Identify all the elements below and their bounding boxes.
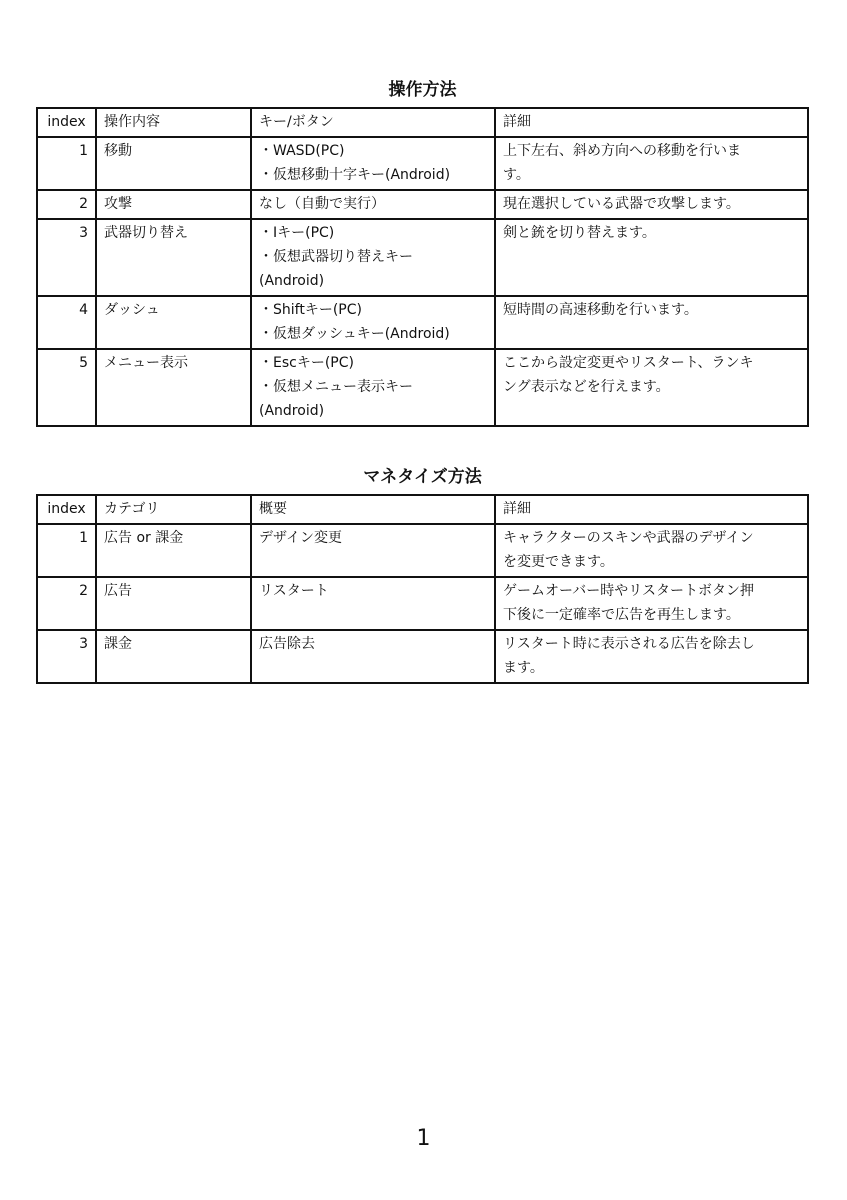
key-line: ・Iキー(PC) <box>259 225 335 241</box>
key-line: ・仮想メニュー表示キー <box>259 379 413 395</box>
row-keys <box>251 349 495 426</box>
key-line: ・仮想武器切り替えキー <box>259 249 413 265</box>
row-detail <box>495 630 808 683</box>
row-category: 広告 or 課金 <box>96 524 251 577</box>
summary-line: デザイン変更 <box>259 530 343 546</box>
table-row <box>37 190 808 219</box>
table-row <box>37 524 808 577</box>
summary-line: リスタート <box>259 583 329 599</box>
key-line: ・Shiftキー(PC) <box>259 302 362 318</box>
row-index: 5 <box>37 349 96 426</box>
table-row <box>37 219 808 296</box>
row-detail <box>495 219 808 296</box>
key-line: (Android) <box>259 273 325 289</box>
detail-line: す。 <box>503 167 530 183</box>
detail-line: 下後に一定確率で広告を再生します。 <box>503 607 740 623</box>
detail-line: を変更できます。 <box>503 554 614 570</box>
key-line: (Android) <box>259 403 325 419</box>
row-detail <box>495 296 808 349</box>
table-row <box>37 630 808 683</box>
header-detail: 詳細 <box>495 495 808 524</box>
row-detail <box>495 190 808 219</box>
summary-line: 広告除去 <box>259 636 315 652</box>
detail-line: ます。 <box>503 660 544 676</box>
row-operation: 武器切り替え <box>96 219 251 296</box>
table-row <box>37 349 808 426</box>
table-row <box>37 577 808 630</box>
detail-line: ング表示などを行えます。 <box>503 379 670 395</box>
key-line: ・Escキー(PC) <box>259 355 354 371</box>
detail-line: リスタート時に表示される広告を除去し <box>503 636 755 652</box>
header-operation: 操作内容 <box>96 108 251 137</box>
row-summary <box>251 630 495 683</box>
row-index: 2 <box>37 190 96 219</box>
row-summary <box>251 577 495 630</box>
row-detail <box>495 137 808 190</box>
header-key-button: キー/ボタン <box>251 108 495 137</box>
key-line: ・仮想ダッシュキー(Android) <box>259 326 450 342</box>
table-header-row <box>37 108 808 137</box>
header-index: index <box>37 495 96 524</box>
row-index: 1 <box>37 524 96 577</box>
table-header-row <box>37 495 808 524</box>
detail-line: 現在選択している武器で攻撃します。 <box>503 196 740 212</box>
page-number: 1 <box>416 1126 431 1151</box>
row-operation: メニュー表示 <box>96 349 251 426</box>
row-detail <box>495 577 808 630</box>
row-operation: ダッシュ <box>96 296 251 349</box>
row-keys <box>251 219 495 296</box>
row-summary <box>251 524 495 577</box>
header-summary: 概要 <box>251 495 495 524</box>
row-detail <box>495 349 808 426</box>
key-line: ・仮想移動十字キー(Android) <box>259 167 451 183</box>
controls-table <box>36 107 809 427</box>
row-index: 1 <box>37 137 96 190</box>
detail-line: 上下左右、斜め方向への移動を行いま <box>503 143 741 159</box>
monetization-table <box>36 494 809 684</box>
row-index: 3 <box>37 630 96 683</box>
table-row <box>37 137 808 190</box>
section-title-monetization: マネタイズ方法 <box>363 467 482 487</box>
row-operation: 攻撃 <box>96 190 251 219</box>
row-category: 広告 <box>96 577 251 630</box>
row-detail <box>495 524 808 577</box>
key-line: なし（自動で実行） <box>259 196 385 212</box>
detail-line: ゲームオーバー時やリスタートボタン押 <box>503 583 755 599</box>
row-keys <box>251 296 495 349</box>
section-title-controls: 操作方法 <box>388 80 457 100</box>
key-line: ・WASD(PC) <box>259 143 345 159</box>
row-index: 2 <box>37 577 96 630</box>
header-category: カテゴリ <box>96 495 251 524</box>
detail-line: ここから設定変更やリスタート、ランキ <box>503 355 754 371</box>
detail-line: 剣と銃を切り替えます。 <box>503 225 656 241</box>
table-row <box>37 296 808 349</box>
row-index: 4 <box>37 296 96 349</box>
header-index: index <box>37 108 96 137</box>
row-index: 3 <box>37 219 96 296</box>
header-detail: 詳細 <box>495 108 808 137</box>
row-keys <box>251 190 495 219</box>
detail-line: キャラクターのスキンや武器のデザイン <box>503 530 754 546</box>
row-operation: 移動 <box>96 137 251 190</box>
row-keys <box>251 137 495 190</box>
row-category: 課金 <box>96 630 251 683</box>
detail-line: 短時間の高速移動を行います。 <box>503 302 698 318</box>
